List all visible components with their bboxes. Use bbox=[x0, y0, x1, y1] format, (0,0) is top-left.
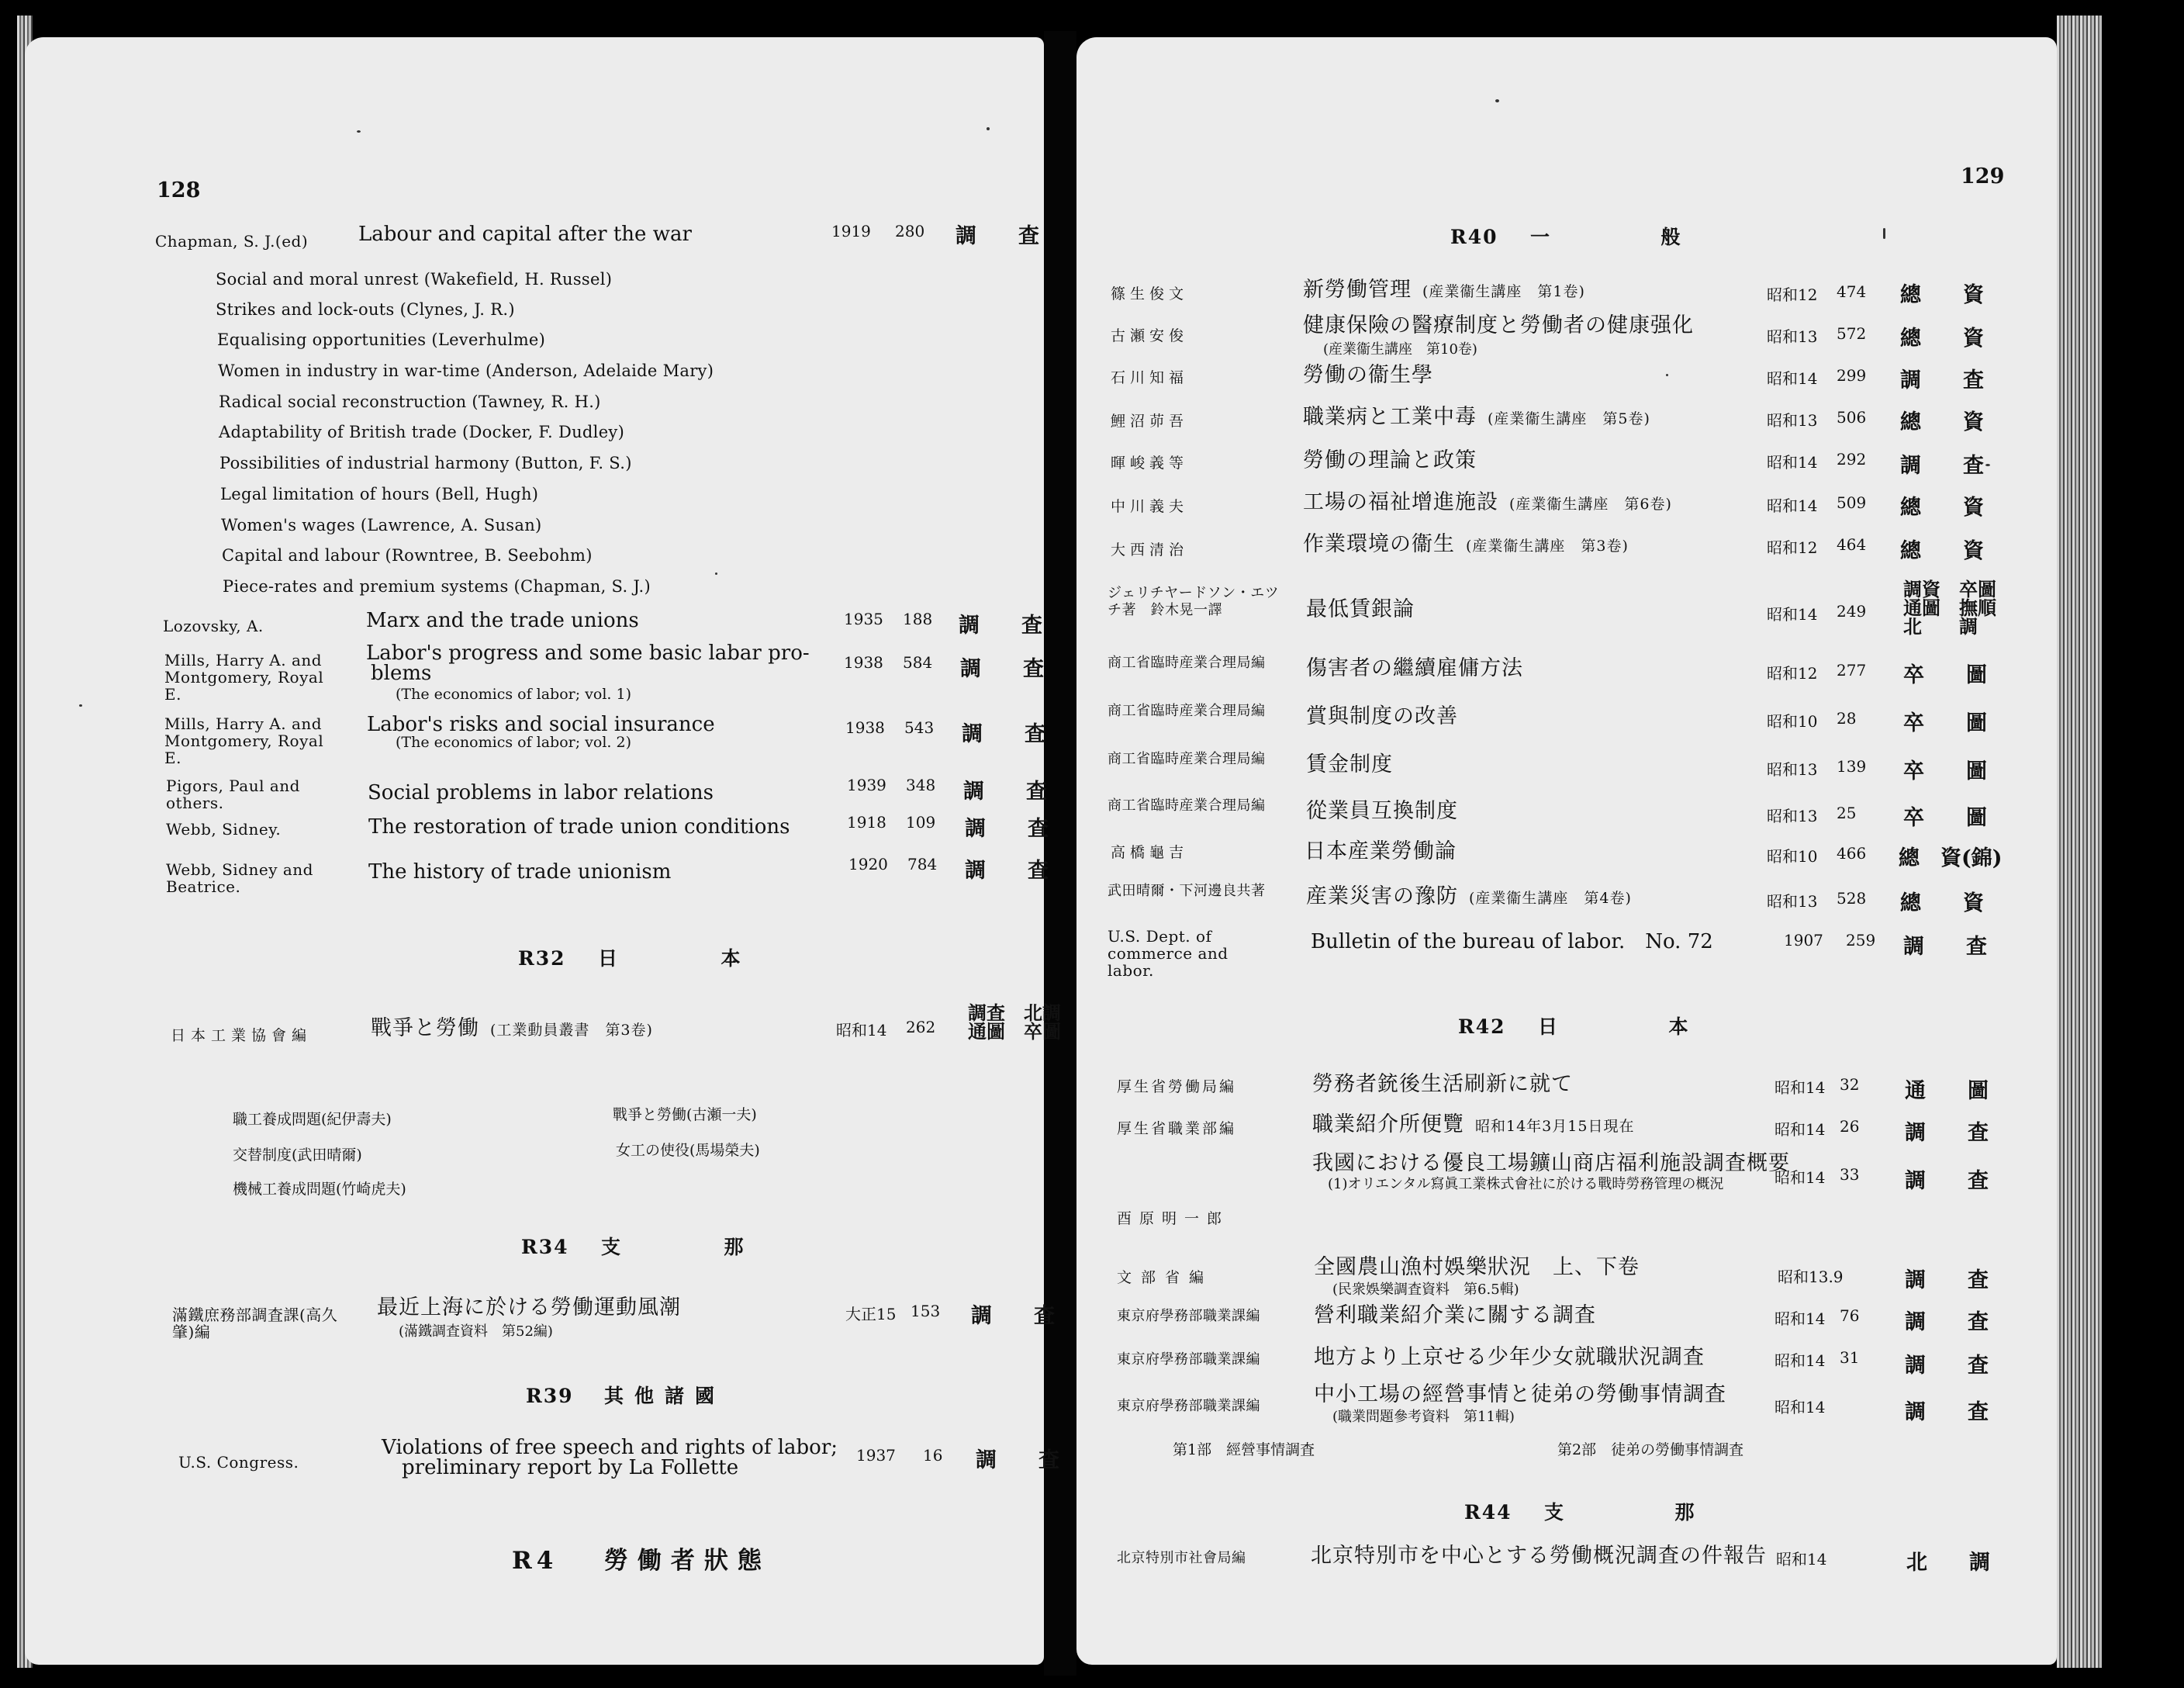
contents-item: Social and moral unrest (Wakefield, H. Russel) bbox=[216, 270, 613, 289]
entry-title: 職業病と工業中毒 bbox=[1303, 405, 1477, 429]
entry-location: 調 査 bbox=[960, 657, 1044, 681]
entry-year: 昭和14 bbox=[1767, 453, 1818, 472]
heading-text: 勞働者狀態 bbox=[603, 1547, 771, 1575]
entry-title: 中小工場の經營事情と徒弟の勞働事情調査 bbox=[1314, 1382, 1726, 1406]
entry-location: 總 資 bbox=[1900, 410, 1984, 434]
entry-title: 工場の福祉增進施設 bbox=[1303, 490, 1498, 514]
entry-title: 最近上海に於ける勞働運動風潮 bbox=[377, 1295, 681, 1320]
entry-pages: 153 bbox=[911, 1302, 941, 1320]
heading-text: 支 bbox=[1544, 1501, 1566, 1524]
entry-author: 東京府學務部職業課編 bbox=[1117, 1308, 1260, 1324]
entry-year: 昭和14 bbox=[1774, 1120, 1826, 1139]
entry-author: 暉峻義等 bbox=[1111, 455, 1189, 472]
contents-item: Legal limitation of hours (Bell, Hugh) bbox=[220, 485, 539, 503]
heading-code: R44 bbox=[1464, 1501, 1512, 1524]
heading-text: 一 bbox=[1530, 226, 1552, 248]
entry-author: 北京特別市社會局編 bbox=[1117, 1550, 1246, 1566]
entry-location: 總 資 bbox=[1900, 283, 1984, 307]
entry-year: 昭和14 bbox=[1767, 369, 1818, 388]
entry-year: 昭和14 bbox=[1774, 1351, 1826, 1370]
entry-year: 昭和14 bbox=[1767, 605, 1818, 624]
entry-series: (産業衞生講座 第4卷) bbox=[1469, 890, 1632, 907]
entry-location: 北 調 bbox=[1906, 1551, 1990, 1575]
heading-text: 般 bbox=[1660, 226, 1682, 248]
entry-location: 調 査 bbox=[1905, 1310, 1989, 1334]
entry-title: 職業紹介所便覽 bbox=[1312, 1112, 1464, 1136]
entry-series: (産業衞生講座 第3卷) bbox=[1466, 538, 1629, 555]
entry-location: 調 査 bbox=[1905, 1169, 1989, 1193]
entry-pages: 474 bbox=[1837, 282, 1867, 301]
entry-location: 調査 北調 通圖 卒圖 bbox=[968, 1001, 1061, 1043]
entry-author: 東京府學務部職業課編 bbox=[1117, 1398, 1260, 1414]
page-number: 129 bbox=[1961, 164, 2005, 189]
contents-item: Possibilities of industrial harmony (Button, F. S.) bbox=[219, 454, 632, 472]
entry-location: 調資 卒圖 通圖 撫順 北 調 bbox=[1903, 578, 1996, 638]
entry-author: Webb, Sidney and Beatrice. bbox=[166, 860, 313, 896]
entry-pages: 31 bbox=[1840, 1348, 1860, 1367]
entry-pages: 109 bbox=[906, 813, 936, 832]
contents-item: Equalising opportunities (Leverhulme) bbox=[217, 330, 546, 349]
entry-pages: 348 bbox=[906, 776, 936, 794]
entry-pages: 32 bbox=[1840, 1075, 1860, 1094]
entry-pages: 26 bbox=[1840, 1117, 1860, 1136]
entry-pages: 506 bbox=[1837, 408, 1867, 427]
entry-year: 1937 bbox=[856, 1446, 896, 1465]
entry-pages: 543 bbox=[904, 718, 935, 737]
entry-year: 昭和12 bbox=[1767, 664, 1818, 683]
entry-pages: 33 bbox=[1840, 1165, 1860, 1184]
entry-location: 總 資 bbox=[1900, 327, 1984, 351]
entry-year: 昭和14 bbox=[1774, 1398, 1826, 1416]
entry-location: 調 査 bbox=[959, 614, 1042, 638]
entry-title: 傷害者の繼續雇傭方法 bbox=[1306, 656, 1523, 680]
entry-pages: 466 bbox=[1837, 844, 1867, 863]
entry-year: 昭和10 bbox=[1767, 847, 1818, 866]
entry-location: 調 査 bbox=[1900, 454, 1984, 478]
contents-item: Radical social reconstruction (Tawney, R. H.) bbox=[219, 393, 601, 411]
heading-text: 那 bbox=[1674, 1501, 1696, 1524]
entry-title-group bbox=[1303, 534, 1629, 557]
entry-title: 戰爭と勞働 bbox=[371, 1016, 479, 1040]
entry-location: 調 査 bbox=[1905, 1121, 1989, 1145]
right-page bbox=[1076, 37, 2057, 1665]
entry-pages: 188 bbox=[903, 610, 933, 628]
entry-title: 營利職業紹介業に關する調査 bbox=[1314, 1303, 1596, 1327]
entry-series: (The economics of labor; vol. 2) bbox=[396, 734, 631, 751]
entry-author: 商工省臨時産業合理局編 bbox=[1108, 655, 1266, 671]
contents-item: Strikes and lock-outs (Clynes, J. R.) bbox=[216, 300, 515, 319]
entry-author: Mills, Harry A. and Montgomery, Royal E. bbox=[164, 714, 324, 767]
entry-title: 日本産業勞働論 bbox=[1305, 839, 1457, 863]
entry-year: 1919 bbox=[831, 222, 871, 240]
entry-year: 昭和13 bbox=[1767, 807, 1818, 825]
contents-item: Capital and labour (Rowntree, B. Seebohm) bbox=[222, 546, 593, 565]
entry-year: 昭和13.9 bbox=[1778, 1268, 1844, 1286]
contents-item: Women in industry in war-time (Anderson, Adelaide Mary) bbox=[218, 361, 714, 380]
entry-author: 中川義夫 bbox=[1111, 498, 1189, 515]
contents-item: Piece-rates and premium systems (Chapman, S. J.) bbox=[223, 577, 651, 596]
entry-title: 賃金制度 bbox=[1306, 752, 1393, 777]
entry-pages: 139 bbox=[1837, 757, 1867, 776]
entry-location: 總 資 bbox=[1900, 496, 1984, 520]
entry-year: 昭和14 bbox=[1774, 1309, 1826, 1328]
contents-item: 職工養成問題(紀伊壽夫) bbox=[233, 1111, 392, 1128]
section-heading-r44 bbox=[1464, 1497, 1695, 1525]
entry-pages: 292 bbox=[1837, 450, 1867, 469]
entry-title-group bbox=[1306, 886, 1632, 909]
entry-pages: 584 bbox=[903, 653, 933, 672]
entry-pages: 464 bbox=[1837, 535, 1867, 554]
entry-year: 昭和13 bbox=[1767, 411, 1818, 430]
entry-location: 調 査 bbox=[962, 722, 1045, 746]
entry-author: Lozovsky, A. bbox=[163, 617, 264, 635]
entry-location: 調 査 bbox=[976, 1448, 1059, 1472]
entry-location: 卒 圖 bbox=[1903, 663, 1987, 687]
heading-code: R40 bbox=[1450, 226, 1498, 248]
entry-title: Bulletin of the bureau of labor. No. 72 bbox=[1311, 930, 1713, 953]
heading-code: R42 bbox=[1458, 1015, 1506, 1038]
entry-title: 北京特別市を中心とする勞働概況調査の件報告 bbox=[1311, 1544, 1767, 1568]
entry-year: 大正15 bbox=[845, 1305, 897, 1323]
section-heading-r39 bbox=[526, 1381, 725, 1409]
entry-pages: 16 bbox=[923, 1446, 943, 1465]
entry-pages: 528 bbox=[1837, 889, 1867, 908]
entry-year: 昭和10 bbox=[1767, 712, 1818, 731]
entry-title: Labor's progress and some basic labar pro- bbox=[366, 642, 810, 665]
entry-pages: 784 bbox=[907, 855, 938, 873]
heading-code: R34 bbox=[521, 1236, 569, 1258]
entry-title: 産業災害の豫防 bbox=[1306, 884, 1458, 908]
entry-title: The history of trade unionism bbox=[368, 860, 672, 884]
section-heading-r40 bbox=[1450, 222, 1681, 250]
section-heading-r34 bbox=[521, 1232, 745, 1260]
heading-text: 本 bbox=[1668, 1015, 1690, 1038]
book-gutter bbox=[1044, 31, 1076, 1676]
entry-title: Marx and the trade unions bbox=[366, 609, 639, 632]
entry-location: 卒 圖 bbox=[1903, 806, 1987, 830]
entry-year: 1939 bbox=[847, 776, 886, 794]
entry-series: (産業衞生講座 第6卷) bbox=[1509, 496, 1672, 513]
entry-title: Social problems in labor relations bbox=[368, 781, 714, 804]
page-number: 128 bbox=[157, 178, 201, 202]
entry-title-group bbox=[1303, 279, 1585, 303]
entry-author: 高橋龜吉 bbox=[1111, 844, 1189, 861]
heading-code: R39 bbox=[526, 1385, 574, 1407]
left-page bbox=[25, 37, 1061, 1665]
entry-date-note: 昭和14年3月15日現在 bbox=[1475, 1118, 1635, 1135]
section-heading-r4 bbox=[512, 1541, 771, 1576]
entry-location: 調 査 bbox=[1905, 1354, 1989, 1378]
contents-item: 機械工養成問題(竹崎虎夫) bbox=[233, 1181, 406, 1198]
entry-author: Chapman, S. J.(ed) bbox=[155, 232, 309, 251]
entry-year: 昭和14 bbox=[1774, 1078, 1826, 1097]
entry-author: 厚生省職業部編 bbox=[1117, 1120, 1237, 1137]
entry-author: ジェリチヤードソン・エツチ著 鈴木晃一譯 bbox=[1108, 585, 1280, 618]
entry-author: 文部省編 bbox=[1117, 1269, 1214, 1286]
heading-text: 其他諸國 bbox=[604, 1385, 726, 1407]
contents-item: 女工の使役(馬場榮夫) bbox=[616, 1142, 760, 1159]
entry-author: 武田晴爾・下河邊良共著 bbox=[1108, 883, 1266, 899]
entry-title: The restoration of trade union conditions bbox=[368, 815, 790, 839]
entry-pages: 25 bbox=[1837, 804, 1857, 822]
right-page-edge bbox=[2057, 16, 2102, 1668]
entry-author: 滿鐵庶務部調査課(高久肇)編 bbox=[172, 1306, 338, 1341]
entry-title: Labour and capital after the war bbox=[358, 223, 692, 246]
entry-year: 昭和12 bbox=[1767, 285, 1818, 304]
entry-author: 篠生俊文 bbox=[1111, 285, 1189, 303]
entry-title: Violations of free speech and rights of labor; bbox=[382, 1436, 838, 1459]
entry-author: Mills, Harry A. and Montgomery, Royal E. bbox=[164, 651, 324, 704]
heading-code: R32 bbox=[518, 947, 566, 970]
heading-text: 那 bbox=[724, 1236, 745, 1258]
entry-title: 勞働の衞生學 bbox=[1303, 363, 1433, 387]
entry-location: 卒 圖 bbox=[1903, 759, 1987, 783]
entry-title: 新勞働管理 bbox=[1303, 278, 1412, 302]
contents-item: 第1部 經營事情調査 bbox=[1173, 1441, 1315, 1458]
entry-title: 最低賃銀論 bbox=[1306, 597, 1415, 621]
entry-location: 調 査 bbox=[1905, 1400, 1989, 1424]
entry-pages: 572 bbox=[1837, 324, 1867, 343]
entry-title-group bbox=[1312, 1114, 1634, 1137]
entry-author: U.S. Dept. of commerce and labor. bbox=[1108, 927, 1228, 980]
contents-item: Adaptability of British trade (Docker, F. Dudley) bbox=[219, 423, 625, 441]
entry-author: U.S. Congress. bbox=[178, 1453, 299, 1472]
entry-series: (滿鐵調査資料 第52編) bbox=[399, 1323, 553, 1340]
entry-author: 商工省臨時産業合理局編 bbox=[1108, 703, 1266, 719]
entry-year: 昭和12 bbox=[1767, 538, 1818, 557]
entry-pages: 262 bbox=[906, 1018, 936, 1036]
entry-year: 昭和14 bbox=[836, 1021, 887, 1039]
entry-author: 厚生省勞働局編 bbox=[1117, 1078, 1237, 1095]
entry-year: 昭和13 bbox=[1767, 760, 1818, 779]
heading-text: 本 bbox=[721, 947, 742, 970]
section-heading-r42 bbox=[1458, 1012, 1689, 1039]
entry-title: 勞働の理論と政策 bbox=[1303, 448, 1477, 472]
entry-title: 我國における優良工場鑛山商店福利施設調査概要 bbox=[1312, 1151, 1790, 1175]
contents-item: 交替制度(武田晴爾) bbox=[233, 1147, 362, 1164]
entry-pages: 28 bbox=[1837, 709, 1857, 728]
entry-year: 1918 bbox=[847, 813, 886, 832]
entry-location: 調 査 bbox=[1905, 1268, 1989, 1292]
entry-author: Webb, Sidney. bbox=[166, 820, 282, 839]
contents-item: 第2部 徒弟の勞働事情調査 bbox=[1557, 1441, 1744, 1458]
entry-title: 勞務者銃後生活刷新に就て bbox=[1312, 1072, 1573, 1096]
entry-location: 通 圖 bbox=[1905, 1079, 1989, 1103]
contents-item: 戰爭と勞働(古瀬一夫) bbox=[613, 1106, 757, 1123]
entry-series: (産業衞生講座 第1卷) bbox=[1422, 283, 1585, 300]
entry-series: (産業衞生講座 第5卷) bbox=[1488, 410, 1650, 427]
entry-title: 地方より上京せる少年少女就職狀況調査 bbox=[1314, 1345, 1705, 1369]
entry-title: 從業員互換制度 bbox=[1306, 799, 1458, 823]
entry-author: 大西清治 bbox=[1111, 541, 1189, 559]
entry-location: 總 資 bbox=[1900, 891, 1984, 915]
entry-author: 酉原明一郎 bbox=[1117, 1210, 1230, 1227]
entry-author: 東京府學務部職業課編 bbox=[1117, 1351, 1260, 1368]
heading-code: R4 bbox=[512, 1547, 558, 1575]
entry-location: 總 資 bbox=[1900, 539, 1984, 563]
entry-author: 鯉沼茆吾 bbox=[1111, 413, 1189, 430]
entry-year: 1920 bbox=[848, 855, 888, 873]
entry-title: 作業環境の衞生 bbox=[1303, 532, 1455, 556]
entry-subtitle: (1)オリエンタル寫眞工業株式會社に於ける戰時勞務管理の概況 bbox=[1328, 1176, 1724, 1192]
entry-author: Pigors, Paul and others. bbox=[166, 777, 300, 812]
entry-location: 調 査 bbox=[963, 780, 1047, 804]
entry-series: (職業問題參考資料 第11輯) bbox=[1332, 1409, 1515, 1425]
entry-pages: 299 bbox=[1837, 366, 1867, 385]
entry-author: 商工省臨時産業合理局編 bbox=[1108, 751, 1266, 767]
entry-series: (民衆娛樂調査資料 第6.5輯) bbox=[1332, 1282, 1519, 1298]
entry-title-group bbox=[371, 1018, 653, 1041]
entry-author: 商工省臨時産業合理局編 bbox=[1108, 797, 1266, 814]
entry-location: 總 資(錦) bbox=[1899, 846, 2003, 870]
entry-title-group bbox=[1303, 406, 1650, 430]
contents-item: Women's wages (Lawrence, A. Susan) bbox=[221, 516, 542, 534]
entry-series: (The economics of labor; vol. 1) bbox=[396, 686, 631, 703]
entry-pages: 249 bbox=[1837, 602, 1867, 621]
entry-series: (工業動員叢書 第3卷) bbox=[490, 1022, 653, 1039]
section-heading-r32 bbox=[518, 943, 741, 971]
entry-title: Labor's risks and social insurance bbox=[367, 713, 715, 736]
entry-title: 健康保險の醫療制度と勞働者の健康强化 bbox=[1303, 313, 1694, 337]
entry-title: 全國農山漁村娛樂狀況 上、下卷 bbox=[1314, 1255, 1640, 1279]
entry-location: 調 査 bbox=[1903, 935, 1987, 959]
entry-year: 昭和13 bbox=[1767, 892, 1818, 911]
entry-pages: 509 bbox=[1837, 493, 1867, 512]
entry-pages: 277 bbox=[1837, 661, 1867, 680]
entry-year: 昭和13 bbox=[1767, 327, 1818, 346]
heading-text: 日 bbox=[1538, 1015, 1560, 1038]
entry-author: 日本工業協會編 bbox=[171, 1027, 313, 1044]
entry-location: 調 査 bbox=[955, 224, 1039, 248]
heading-text: 日 bbox=[598, 947, 620, 970]
entry-location: 調 査 bbox=[971, 1304, 1055, 1328]
entry-title-continued: preliminary report by La Follette bbox=[402, 1456, 739, 1479]
entry-year: 1938 bbox=[845, 718, 885, 737]
entry-title-continued: blems bbox=[371, 662, 432, 685]
entry-year: 1907 bbox=[1784, 931, 1823, 950]
entry-author: 石川知福 bbox=[1111, 369, 1189, 386]
entry-year: 1938 bbox=[844, 653, 883, 672]
entry-location: 調 査 bbox=[1900, 368, 1984, 393]
heading-text: 支 bbox=[601, 1236, 623, 1258]
entry-pages: 259 bbox=[1846, 931, 1876, 950]
entry-location: 卒 圖 bbox=[1903, 711, 1987, 735]
entry-location: 調 査 bbox=[965, 859, 1049, 883]
entry-title-group bbox=[1303, 492, 1672, 515]
entry-year: 1935 bbox=[844, 610, 883, 628]
entry-location: 調 査 bbox=[965, 817, 1049, 841]
entry-author: 古瀬安俊 bbox=[1111, 327, 1189, 344]
entry-year: 昭和14 bbox=[1774, 1168, 1826, 1187]
entry-pages: 280 bbox=[895, 222, 925, 240]
entry-title: 賞與制度の改善 bbox=[1306, 704, 1458, 728]
entry-pages: 76 bbox=[1840, 1306, 1860, 1325]
entry-series: (産業衞生講座 第10卷) bbox=[1323, 341, 1477, 358]
entry-year: 昭和14 bbox=[1776, 1550, 1827, 1569]
entry-year: 昭和14 bbox=[1767, 496, 1818, 515]
